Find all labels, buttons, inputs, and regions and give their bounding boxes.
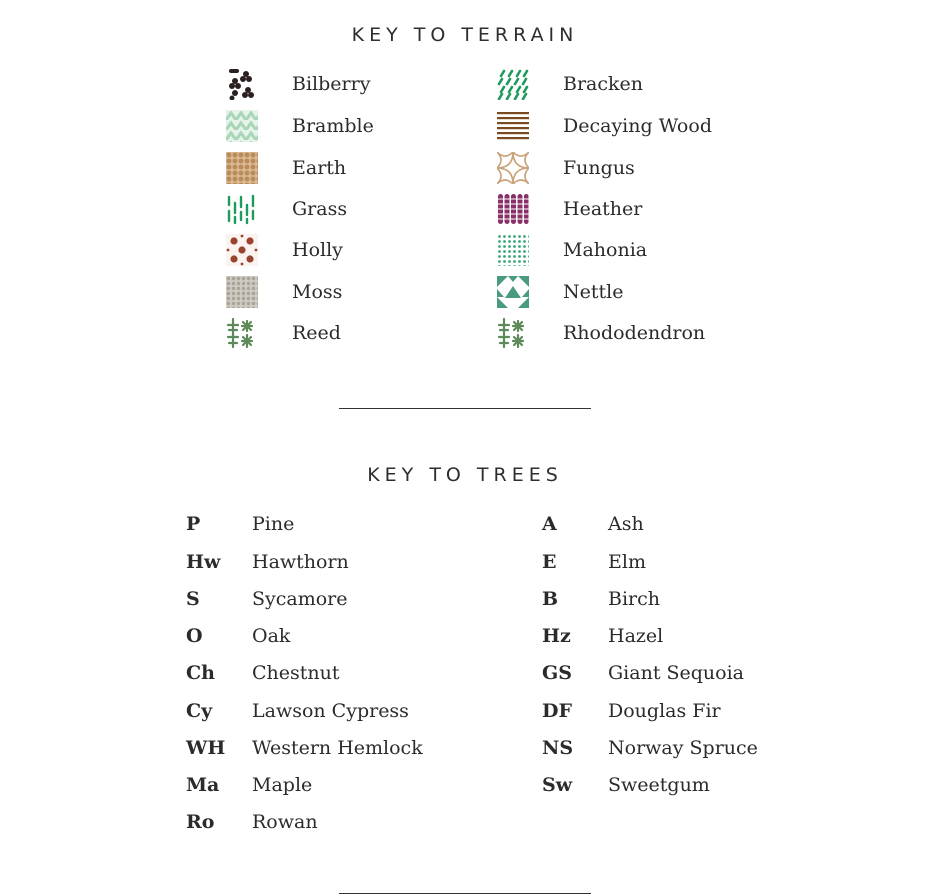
terrain-item-holly [226,234,343,266]
tree-code: DF [542,700,572,722]
heather-icon [497,193,529,225]
tree-name: Oak [252,625,291,647]
tree-code: S [186,588,200,610]
terrain-label-rhododendron: Rhododendron [563,322,706,344]
bramble-icon [226,110,258,142]
terrain-label-heather: Heather [563,198,643,220]
tree-name: Douglas Fir [608,700,721,722]
tree-code: A [542,513,557,535]
tree-code: GS [542,662,572,684]
reed-icon [226,317,258,349]
tree-code: Ro [186,811,215,833]
terrain-label-reed: Reed [292,322,341,344]
grass-icon [226,193,258,225]
tree-code: P [186,513,201,535]
nettle-icon [497,276,529,308]
terrain-item-bilberry [226,68,371,100]
tree-code: WH [186,737,226,759]
terrain-label-moss: Moss [292,281,343,303]
terrain-label-bilberry: Bilberry [292,73,371,95]
tree-name: Western Hemlock [252,737,423,759]
terrain-item-grass [226,193,348,225]
moss-icon [226,276,258,308]
fungus-icon [497,152,529,184]
terrain-item-moss [226,276,343,308]
terrain-item-bramble [226,110,374,142]
terrain-label-bramble: Bramble [292,115,374,137]
terrain-heading: KEY TO TERRAIN [351,24,579,46]
earth-icon [226,152,258,184]
tree-code: NS [542,737,574,759]
bilberry-icon [226,68,258,100]
terrain-label-decaying-wood: Decaying Wood [563,115,712,137]
tree-code: Hw [186,551,221,573]
terrain-item-reed [226,317,341,349]
tree-name: Maple [252,774,313,796]
terrain-label-grass: Grass [292,198,348,220]
tree-name: Rowan [252,811,318,833]
tree-name: Birch [608,588,660,610]
terrain-item-bracken [497,68,644,100]
tree-name: Elm [608,551,646,573]
tree-name: Ash [608,513,644,535]
tree-code: B [542,588,559,610]
trees-heading: KEY TO TREES [367,464,563,486]
tree-code: Ch [186,662,215,684]
terrain-item-heather [497,193,643,225]
bottom-divider [339,893,591,894]
terrain-label-holly: Holly [292,239,343,261]
terrain-label-nettle: Nettle [563,281,624,303]
tree-name: Sycamore [252,588,348,610]
decaying-wood-icon [497,110,529,142]
terrain-label-earth: Earth [292,157,347,179]
section-divider [339,408,591,409]
terrain-label-mahonia: Mahonia [563,239,648,261]
holly-icon [226,234,258,266]
tree-name: Hawthorn [252,551,349,573]
terrain-item-rhododendron [497,317,706,349]
tree-name: Giant Sequoia [608,662,744,684]
mahonia-icon [497,234,529,266]
terrain-label-fungus: Fungus [563,157,635,179]
tree-code: Hz [542,625,571,647]
rhododendron-icon [497,317,529,349]
terrain-item-nettle [497,276,624,308]
tree-name: Lawson Cypress [252,700,409,722]
terrain-item-mahonia [497,234,648,266]
tree-name: Chestnut [252,662,340,684]
terrain-label-bracken: Bracken [563,73,644,95]
tree-code: E [542,551,557,573]
tree-code: Sw [542,774,573,796]
terrain-item-earth [226,152,347,184]
terrain-item-fungus [497,152,635,184]
terrain-item-decaying-wood [497,110,712,142]
tree-code: O [186,625,203,647]
tree-name: Hazel [608,625,664,647]
bracken-icon [497,68,529,100]
tree-code: Ma [186,774,220,796]
tree-name: Sweetgum [608,774,710,796]
tree-name: Pine [252,513,295,535]
tree-name: Norway Spruce [608,737,758,759]
tree-code: Cy [186,700,213,722]
